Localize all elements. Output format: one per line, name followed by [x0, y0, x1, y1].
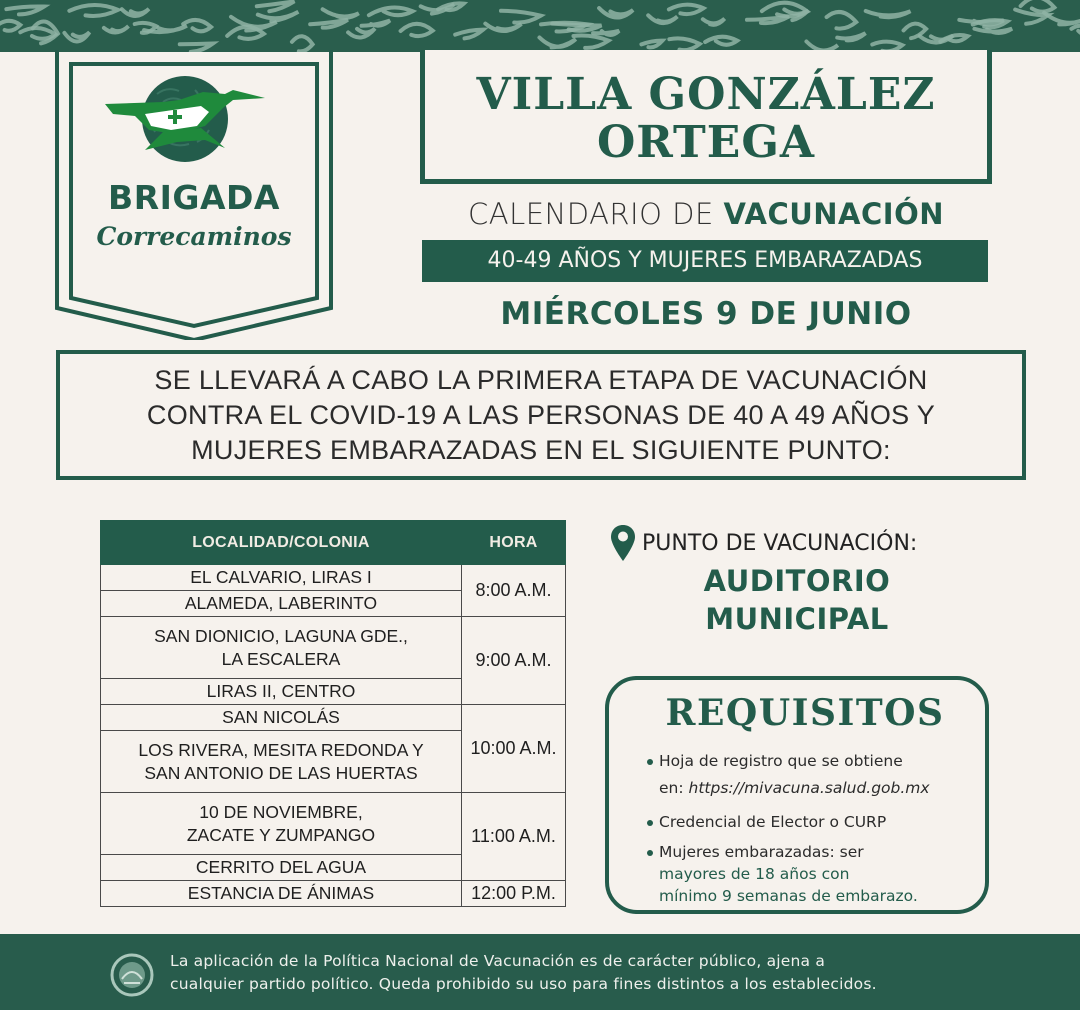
pattern-stroke	[641, 41, 662, 48]
pattern-stroke	[573, 36, 608, 48]
announcement-box	[56, 350, 1026, 480]
pattern-stroke	[599, 8, 633, 17]
requirements-list	[647, 750, 977, 914]
pattern-stroke	[669, 5, 704, 14]
vaccination-point-name-line2: MUNICIPAL	[705, 602, 889, 636]
requirement-text: Mujeres embarazadas: ser	[659, 843, 864, 861]
pattern-stroke	[539, 37, 575, 47]
age-group-bar: 40-49 AÑOS Y MUJERES EMBARAZADAS	[422, 240, 988, 282]
vaccination-point-label	[610, 524, 990, 562]
mexico-national-seal-icon	[110, 953, 154, 997]
requirements-box	[605, 676, 989, 914]
localidad-cell: SAN DIONICIO, LAGUNA GDE., LA ESCALERA	[101, 617, 462, 679]
pattern-stroke	[974, 29, 1012, 33]
footer-text	[170, 950, 1050, 996]
vaccination-point-name-line1: AUDITORIO	[703, 564, 891, 598]
map-pin-icon	[610, 524, 636, 562]
pattern-stroke	[20, 28, 55, 39]
roadrunner-logo-icon	[105, 72, 267, 164]
vaccination-point-label-text: PUNTO DE VACUNACIÓN:	[642, 530, 918, 556]
requirement-item	[647, 841, 977, 907]
vaccination-point-name	[600, 562, 994, 638]
hora-cell: 11:00 A.M.	[462, 793, 566, 881]
pattern-stroke	[310, 20, 348, 28]
registration-link[interactable]: https://mivacuna.salud.gob.mx	[688, 779, 930, 797]
pattern-stroke	[401, 24, 433, 36]
location-title-box	[420, 50, 992, 184]
localidad-cell: ESTANCIA DE ÁNIMAS	[101, 881, 462, 907]
pattern-stroke	[705, 37, 737, 45]
hora-cell: 9:00 A.M.	[462, 617, 566, 705]
requirement-text: Hoja de registro que se obtiene	[659, 752, 903, 770]
requirements-title: REQUISITOS	[665, 692, 945, 734]
calendar-heading-bold: VACUNACIÓN	[723, 197, 944, 231]
pattern-stroke	[362, 21, 390, 26]
schedule-row	[101, 705, 566, 731]
pattern-stroke	[104, 26, 129, 32]
pattern-stroke	[866, 11, 911, 17]
localidad-cell: EL CALVARIO, LIRAS I	[101, 565, 462, 591]
hora-cell: 12:00 P.M.	[462, 881, 566, 907]
localidad-cell: SAN NICOLÁS	[101, 705, 462, 731]
pattern-stroke	[64, 32, 89, 41]
decorative-pattern-band	[0, 0, 1080, 52]
schedule-table	[100, 520, 566, 907]
pattern-stroke	[1071, 26, 1080, 35]
pattern-stroke	[227, 27, 264, 39]
pattern-stroke	[703, 19, 725, 25]
calendar-heading-light: CALENDARIO DE	[467, 197, 724, 231]
calendar-heading	[420, 197, 992, 231]
schedule-header-row	[101, 521, 566, 565]
pattern-stroke	[323, 9, 359, 18]
brigada-title: BRIGADA	[108, 178, 280, 217]
announcement-line: CONTRA EL COVID-19 A LAS PERSONAS DE 40 A 49 AÑOS Y	[146, 399, 936, 430]
hora-cell: 10:00 A.M.	[462, 705, 566, 793]
pattern-stroke	[940, 35, 967, 42]
pattern-stroke	[183, 20, 211, 31]
footer-line: La aplicación de la Política Nacional de Vacunación es de carácter público, ajena a	[170, 952, 826, 970]
requirement-item: Credencial de Elector o CURP	[647, 811, 977, 833]
hora-cell: 8:00 A.M.	[462, 565, 566, 617]
schedule-row	[101, 617, 566, 679]
pattern-stroke	[593, 31, 619, 35]
footer-line: cualquier partido político. Queda prohibido su uso para fines distintos a los establecidos.	[170, 975, 877, 993]
schedule-row	[101, 881, 566, 907]
pattern-stroke	[747, 17, 789, 24]
pattern-stroke	[837, 33, 865, 40]
header-hora: HORA	[462, 521, 566, 565]
schedule-row	[101, 793, 566, 855]
pattern-stroke	[122, 9, 149, 16]
localidad-cell: 10 DE NOVIEMBRE, ZACATE Y ZUMPANGO	[101, 793, 462, 855]
correcaminos-subtitle: Correcaminos	[96, 222, 292, 251]
pattern-stroke	[348, 28, 375, 37]
pattern-stroke	[257, 1, 295, 11]
pattern-stroke	[648, 15, 677, 23]
announcement-line: SE LLEVARÁ A CABO LA PRIMERA ETAPA DE VACUNACIÓN	[154, 364, 928, 395]
pattern-stroke	[827, 12, 857, 29]
pattern-stroke	[1021, 0, 1055, 12]
pattern-stroke	[6, 6, 44, 14]
location-title-line1: VILLA GONZÁLEZ	[476, 68, 936, 120]
pattern-stroke	[69, 5, 118, 16]
schedule-row	[101, 565, 566, 591]
localidad-cell: ALAMEDA, LABERINTO	[101, 591, 462, 617]
pattern-stroke	[0, 21, 20, 31]
event-date: MIÉRCOLES 9 DE JUNIO	[500, 296, 912, 332]
requirement-highlight: mayores de 18 años con	[659, 865, 850, 883]
pattern-stroke	[501, 11, 541, 23]
footer-disclaimer	[0, 932, 1080, 1010]
pattern-stroke	[455, 30, 483, 39]
pattern-stroke	[369, 7, 413, 15]
location-title-line2: ORTEGA	[596, 116, 816, 168]
requirement-item	[647, 750, 977, 804]
pattern-stroke	[258, 12, 299, 22]
pattern-stroke	[669, 38, 699, 50]
pattern-stroke	[485, 24, 521, 31]
header-localidad: LOCALIDAD/COLONIA	[101, 521, 462, 565]
localidad-cell: LOS RIVERA, MESITA REDONDA Y SAN ANTONIO DE LAS HUERTAS	[101, 731, 462, 793]
localidad-cell: LIRAS II, CENTRO	[101, 679, 462, 705]
requirement-prefix: en:	[659, 779, 689, 797]
pattern-stroke	[135, 23, 156, 33]
announcement-line: MUJERES EMBARAZADAS EN EL SIGUIENTE PUNTO:	[191, 434, 891, 465]
pattern-stroke	[1044, 13, 1080, 25]
requirement-highlight: mínimo 9 semanas de embarazo.	[659, 887, 918, 905]
localidad-cell: CERRITO DEL AGUA	[101, 855, 462, 881]
